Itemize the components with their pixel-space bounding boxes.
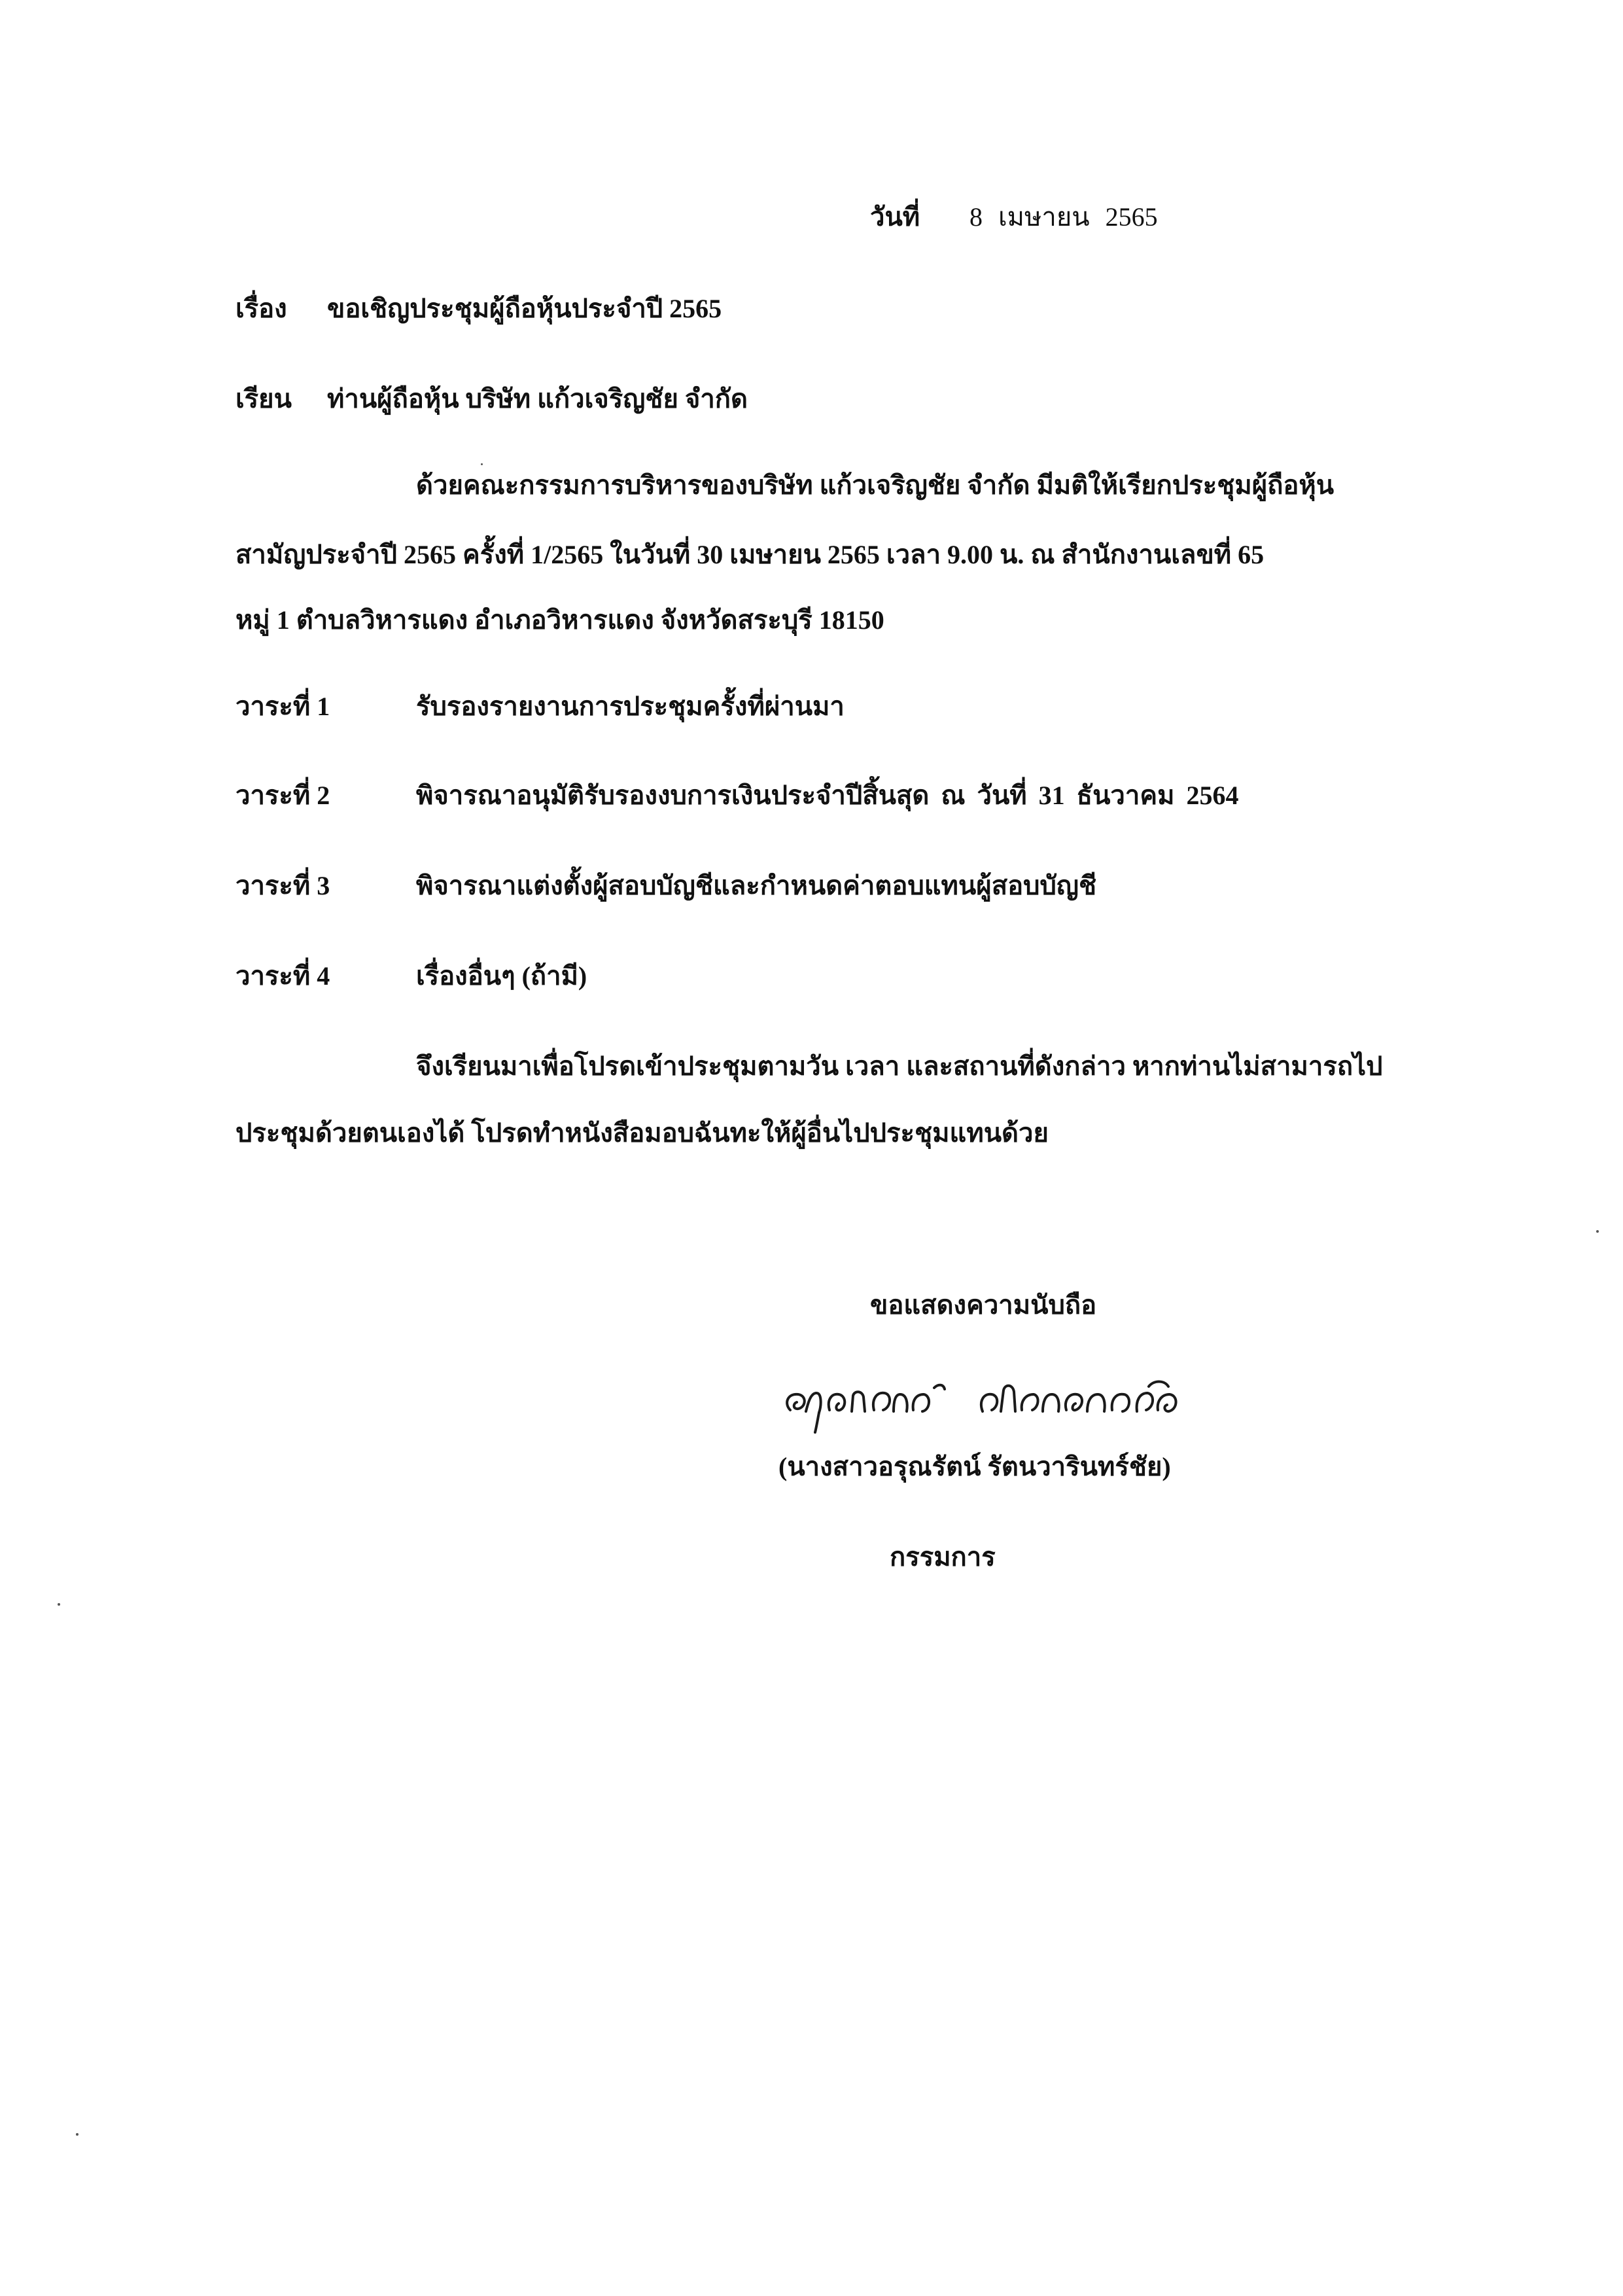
signatory-title: กรรมการ [890,1542,996,1572]
agenda-text: เรื่องอื่นๆ (ถ้ามี) [416,961,587,991]
closing-line-2: ประชุมด้วยตนเองได้ โปรดทำหนังสือมอบฉันทะให้ผู้อื่นไปประชุมแทนด้วย [236,1118,1049,1148]
body-line-3: หมู่ 1 ตำบลวิหารแดง อำเภอวิหารแดง จังหวัดสระบุรี 18150 [236,605,884,635]
body-line-2: สามัญประจำปี 2565 ครั้งที่ 1/2565 ในวันที่ 30 เมษายน 2565 เวลา 9.00 น. ณ สำนักงานเลขที่ 65 [236,540,1265,569]
signatory-name: (นางสาวอรุณรัตน์ รัตนวารินทร์ชัย) [778,1452,1171,1481]
closing-line-1: จึงเรียนมาเพื่อโปรดเข้าประชุมตามวัน เวลา และสถานที่ดังกล่าว หากท่านไม่สามารถไป [416,1051,1383,1081]
agenda-text: พิจารณาอนุมัติรับรองงบการเงินประจำปีสิ้นสุด ณ วันที่ 31 ธันวาคม 2564 [416,781,1239,810]
subject-label: เรื่อง [236,294,287,323]
body-line-1: ด้วยคณะกรรมการบริหารของบริษัท แก้วเจริญชัย จำกัด มีมติให้เรียกประชุมผู้ถือหุ้น [416,470,1335,500]
to-text: ท่านผู้ถือหุ้น บริษัท แก้วเจริญชัย จำกัด [327,384,748,414]
date-label: วันที่ [870,202,920,232]
handwritten-signature [778,1364,1204,1436]
agenda-label: วาระที่ 1 [236,692,330,721]
date-value: 8 เมษายน 2565 [969,202,1158,232]
scan-speck [76,2133,79,2136]
agenda-label: วาระที่ 3 [236,871,330,900]
to-label: เรียน [236,384,292,414]
agenda-text: รับรองรายงานการประชุมครั้งที่ผ่านมา [416,692,845,721]
regards-text: ขอแสดงความนับถือ [870,1290,1097,1320]
scan-speck [481,463,483,465]
agenda-text: พิจารณาแต่งตั้งผู้สอบบัญชีและกำหนดค่าตอบแทนผู้สอบบัญชี [416,871,1097,900]
subject-text: ขอเชิญประชุมผู้ถือหุ้นประจำปี 2565 [327,294,722,323]
scan-speck [58,1603,60,1606]
scan-speck [1596,1230,1599,1233]
agenda-label: วาระที่ 2 [236,781,330,810]
agenda-label: วาระที่ 4 [236,961,330,991]
